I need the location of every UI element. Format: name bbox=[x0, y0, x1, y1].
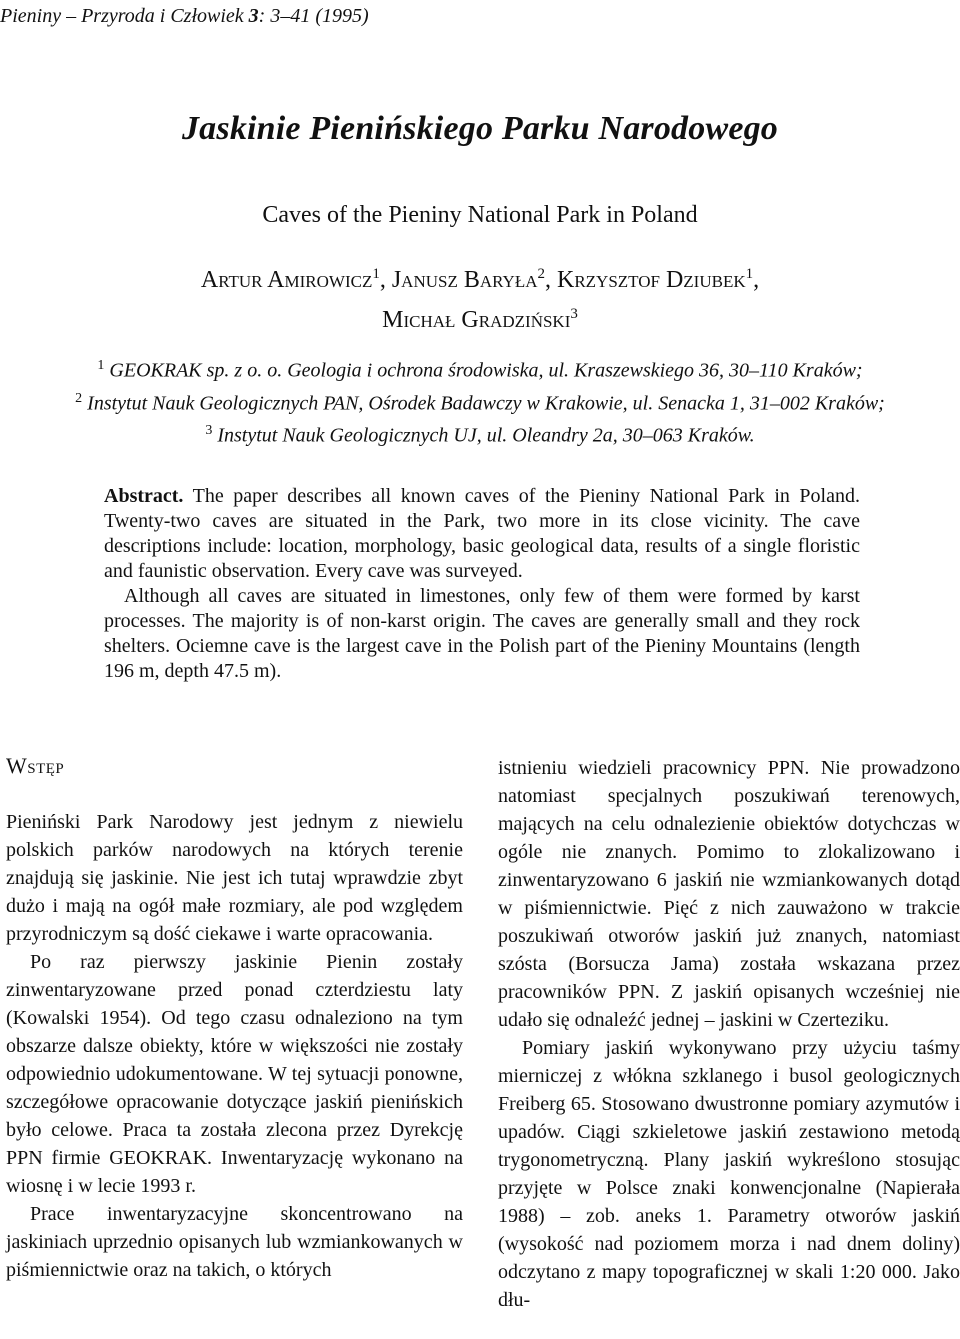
body-paragraph: Pieniński Park Narodowy jest jednym z niewielu polskich parków narodowych na których terenie znajdują się jaskinie. Nie jest ich tutaj wprawdzie zbyt dużo i mają na ogół małe rozmiary, ale pod względem przyrodniczym są dość ciekawe i warte opracowania. bbox=[6, 811, 463, 945]
body-paragraph: Po raz pierwszy jaskinie Pienin zostały zinwentaryzowane przed ponad czterdziestu laty (Kowalski 1954). Od tego czasu odnaleziono na tym obszarze dalsze obiekty, które w większości nie zostały odpowiednio udokumentowane. W tej sytuacji ponowne, szczegółowe opracowanie dotyczące jaskiń pienińskich było celowe. Praca ta została zlecona przez Dyrekcję PPN firmie GEOKRAK. Inwentaryzację wykonano na wiosnę i w lecie 1993 r. bbox=[6, 951, 463, 1197]
abstract-text: The paper describes all known caves of the Pieniny National Park in Poland. Twenty-two caves are situated in the Park, two more in its close vicinity. The cave descriptions include: location, morphology, basic geological data, results of a single floristic and faunistic observation. Every cave was surveyed. bbox=[104, 485, 860, 582]
affiliations bbox=[0, 352, 960, 450]
body-column-right bbox=[498, 754, 960, 1314]
body-paragraph: Prace inwentaryzacyjne skoncentrowano na jaskiniach uprzednio opisanych lub wzmiankowanych w piśmiennictwie oraz na takich, o których bbox=[6, 1203, 463, 1281]
body-paragraph: Pomiary jaskiń wykonywano przy użyciu taśmy mierniczej z włókna szklanego i busol geologicznych Freiberg 65. Stosowano dwustronne pomiary azymutów i upadów. Ciągi szkieletowe jaskiń zestawiono metodą trygonometryczną. Plany jaskiń wykreślono stosując przyjęte w Polsce znaki konwencjonalne (Napierała 1988) – zob. aneks 1. Parametry otworów jaskiń (wysokość nad poziomem morza i nad dnem doliny) odczytano z mapy topograficznej w skali 1:20 000. Jako dłu- bbox=[498, 1037, 960, 1311]
author-affiliation-mark: 2 bbox=[537, 266, 545, 282]
author-affiliation-mark: 1 bbox=[372, 266, 380, 282]
abstract bbox=[104, 484, 860, 684]
body-paragraph: istnieniu wiedzieli pracownicy PPN. Nie prowadzono natomiast specjalnych poszukiwań terenowych, mających na celu odnalezienie obiektów dotychczas w ogóle nie znanych. Pomimo to zlokalizowano i zinwentaryzowano 6 jaskiń nie wzmiankowanych dotąd w piśmiennictwie. Pięć z nich zauważono w trakcie poszukiwań otworów jaskiń już znanych, natomiast szósta (Borsucza Jama) została wskazana przez pracowników PPN. Z jaskiń opisanych wcześniej nie udało się odnaleźć jednej – jaskini w Czerteziku. bbox=[498, 757, 960, 1031]
abstract-paragraph bbox=[104, 584, 860, 684]
paper-subtitle: Caves of the Pieniny National Park in Poland bbox=[262, 202, 698, 228]
affiliation-text: GEOKRAK sp. z o. o. Geologia i ochrona środowiska, ul. Kraszewskiego 36, 30–110 Kraków; bbox=[109, 359, 863, 382]
abstract-paragraph bbox=[104, 484, 860, 584]
abstract-label: Abstract. bbox=[104, 485, 184, 507]
affiliation-line bbox=[0, 352, 960, 385]
affiliation-number: 1 bbox=[97, 358, 105, 373]
affiliation-line bbox=[0, 417, 960, 450]
author-affiliation-mark: 1 bbox=[745, 266, 754, 282]
author-name: Michał Gradziński bbox=[382, 307, 571, 333]
affiliation-number: 3 bbox=[205, 423, 213, 439]
affiliation-text: Instytut Nauk Geologicznych PAN, Ośrodek Badawczy w Krakowie, ul. Senacka 1, 31–002 Kraków; bbox=[87, 392, 885, 415]
journal-volume: 3 bbox=[248, 5, 259, 27]
author-name: Artur Amirowicz bbox=[200, 267, 373, 293]
affiliation-text: Instytut Nauk Geologicznych UJ, ul. Oleandry 2a, 30–063 Kraków. bbox=[217, 424, 755, 447]
author-list: Artur Amirowicz$^1$, Janusz Baryła$^2$, Krzysztof Dziubek$^1$, Michał Gradziński$^3$ bbox=[200, 266, 760, 333]
paper-title: Jaskinie Pienińskiego Parku Narodowego bbox=[181, 110, 779, 147]
abstract-text: Although all caves are situated in limestones, only few of them were formed by karst processes. The majority is of non-karst origin. The caves are generally small and they rock shelters. Ociemne cave is the largest cave in the Polish part of the Pieniny Mountains (length 196 m, depth 47.5 m). bbox=[104, 585, 860, 682]
body-column-left bbox=[6, 808, 463, 1284]
affiliation-number: 2 bbox=[75, 390, 83, 406]
affiliation-line bbox=[0, 385, 960, 418]
author-name: Krzysztof Dziubek bbox=[556, 267, 746, 293]
section-heading: Wstęp bbox=[6, 753, 65, 778]
journal-name: Pieniny – Przyroda i Człowiek bbox=[0, 5, 249, 27]
author-name: Janusz Baryła bbox=[391, 267, 538, 293]
author-affiliation-mark: 3 bbox=[570, 306, 578, 322]
running-head bbox=[0, 4, 369, 28]
journal-pages: : 3–41 (1995) bbox=[258, 5, 369, 27]
